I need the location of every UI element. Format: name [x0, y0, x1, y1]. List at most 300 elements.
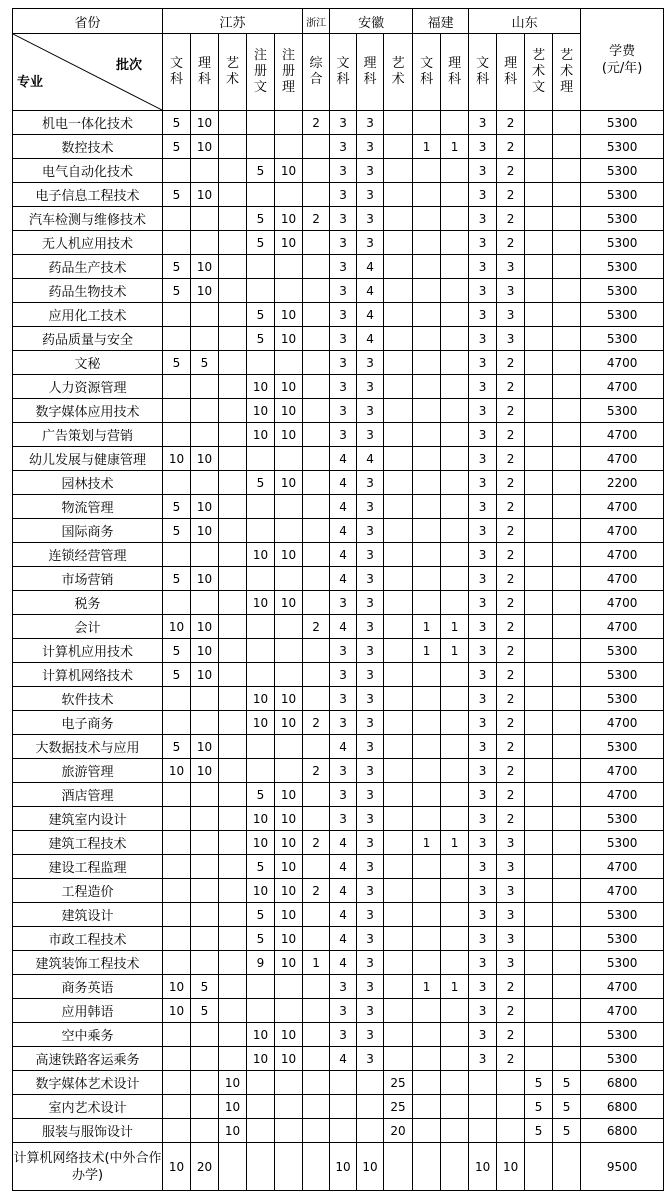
table-row	[13, 1023, 664, 1047]
quota-cell	[219, 423, 247, 447]
quota-cell: 5	[247, 927, 275, 951]
quota-cell: 3	[357, 183, 384, 207]
quota-cell	[553, 135, 581, 159]
quota-cell: 3	[469, 471, 497, 495]
quota-cell: 4	[330, 903, 357, 927]
major-name: 工程造价	[13, 879, 163, 903]
tuition-cell: 6800	[581, 1095, 664, 1119]
quota-cell: 3	[469, 495, 497, 519]
quota-cell	[219, 495, 247, 519]
quota-cell	[525, 807, 553, 831]
quota-cell: 10	[247, 807, 275, 831]
tuition-cell: 5300	[581, 255, 664, 279]
quota-cell	[413, 759, 441, 783]
major-name: 国际商务	[13, 519, 163, 543]
quota-cell: 10	[191, 255, 219, 279]
quota-cell	[413, 687, 441, 711]
quota-cell: 3	[469, 447, 497, 471]
table-row	[13, 879, 664, 903]
major-name: 机电一体化技术	[13, 111, 163, 135]
batch-col-12: 理 科	[497, 34, 525, 111]
tuition-cell: 4700	[581, 543, 664, 567]
quota-cell	[191, 687, 219, 711]
quota-cell	[525, 687, 553, 711]
quota-cell	[303, 159, 330, 183]
quota-cell: 3	[357, 519, 384, 543]
quota-cell	[553, 447, 581, 471]
tuition-cell: 5300	[581, 303, 664, 327]
quota-cell	[413, 951, 441, 975]
quota-cell	[275, 567, 303, 591]
quota-cell	[525, 783, 553, 807]
quota-cell	[303, 375, 330, 399]
tuition-cell: 5300	[581, 831, 664, 855]
table-row	[13, 1071, 664, 1095]
quota-cell: 3	[357, 351, 384, 375]
quota-cell	[525, 327, 553, 351]
quota-cell	[553, 567, 581, 591]
tuition-cell: 4700	[581, 495, 664, 519]
quota-cell	[330, 1095, 357, 1119]
batch-col-4: 注 册 理	[275, 34, 303, 111]
quota-cell	[275, 1095, 303, 1119]
quota-cell	[275, 519, 303, 543]
quota-cell	[384, 975, 413, 999]
quota-cell: 10	[191, 279, 219, 303]
quota-cell	[275, 255, 303, 279]
quota-cell: 2	[497, 1047, 525, 1071]
quota-cell: 3	[357, 759, 384, 783]
quota-cell	[553, 951, 581, 975]
quota-cell: 4	[330, 519, 357, 543]
quota-cell	[191, 1023, 219, 1047]
quota-cell	[441, 303, 469, 327]
quota-cell	[384, 807, 413, 831]
tuition-cell: 9500	[581, 1143, 664, 1191]
quota-cell	[163, 159, 191, 183]
quota-cell: 5	[163, 111, 191, 135]
quota-cell: 10	[275, 375, 303, 399]
table-row	[13, 399, 664, 423]
batch-col-13: 艺 术 文	[525, 34, 553, 111]
quota-cell: 10	[275, 423, 303, 447]
quota-cell: 3	[469, 519, 497, 543]
quota-cell: 3	[357, 903, 384, 927]
quota-cell	[384, 447, 413, 471]
quota-cell	[525, 303, 553, 327]
quota-cell: 3	[330, 1023, 357, 1047]
quota-cell: 2	[497, 543, 525, 567]
quota-cell	[219, 687, 247, 711]
quota-cell: 5	[163, 135, 191, 159]
quota-cell: 3	[357, 543, 384, 567]
quota-cell: 3	[469, 327, 497, 351]
tuition-cell: 5300	[581, 159, 664, 183]
tuition-cell: 4700	[581, 783, 664, 807]
quota-cell	[441, 1023, 469, 1047]
quota-cell: 2	[497, 207, 525, 231]
quota-cell	[247, 759, 275, 783]
quota-cell	[384, 351, 413, 375]
quota-cell: 3	[330, 351, 357, 375]
quota-cell	[219, 1143, 247, 1191]
quota-cell	[497, 1071, 525, 1095]
quota-cell	[384, 519, 413, 543]
quota-cell	[384, 759, 413, 783]
tuition-cell: 5300	[581, 951, 664, 975]
quota-cell	[303, 807, 330, 831]
batch-col-1: 理 科	[191, 34, 219, 111]
quota-cell: 3	[497, 903, 525, 927]
quota-cell	[275, 447, 303, 471]
quota-cell	[413, 111, 441, 135]
major-name: 建筑设计	[13, 903, 163, 927]
quota-cell: 5	[163, 735, 191, 759]
table-row	[13, 951, 664, 975]
table-row	[13, 855, 664, 879]
quota-cell	[219, 207, 247, 231]
quota-cell	[413, 1095, 441, 1119]
quota-cell: 10	[275, 591, 303, 615]
quota-cell	[219, 519, 247, 543]
quota-cell: 3	[357, 1023, 384, 1047]
quota-cell: 10	[469, 1143, 497, 1191]
tuition-cell: 4700	[581, 855, 664, 879]
quota-cell	[384, 279, 413, 303]
tuition-cell: 5300	[581, 207, 664, 231]
quota-cell	[441, 543, 469, 567]
quota-cell	[303, 567, 330, 591]
quota-cell	[441, 1095, 469, 1119]
quota-cell: 1	[441, 135, 469, 159]
quota-cell: 10	[191, 519, 219, 543]
quota-cell	[384, 591, 413, 615]
quota-cell	[191, 1119, 219, 1143]
table-row	[13, 999, 664, 1023]
major-name: 人力资源管理	[13, 375, 163, 399]
quota-cell: 10	[275, 783, 303, 807]
quota-cell: 4	[330, 615, 357, 639]
quota-cell	[553, 1047, 581, 1071]
quota-cell: 2	[303, 831, 330, 855]
quota-cell	[384, 375, 413, 399]
tuition-cell: 5300	[581, 183, 664, 207]
quota-cell: 2	[303, 711, 330, 735]
quota-cell	[163, 951, 191, 975]
quota-cell	[275, 615, 303, 639]
quota-cell	[191, 903, 219, 927]
quota-cell	[413, 1023, 441, 1047]
quota-cell: 3	[357, 951, 384, 975]
quota-cell	[247, 567, 275, 591]
quota-cell	[441, 495, 469, 519]
quota-cell	[303, 495, 330, 519]
tuition-cell: 4700	[581, 423, 664, 447]
quota-cell	[525, 399, 553, 423]
quota-cell	[525, 231, 553, 255]
tuition-cell: 5300	[581, 399, 664, 423]
quota-cell: 3	[469, 951, 497, 975]
quota-cell: 3	[330, 135, 357, 159]
quota-cell: 10	[163, 1143, 191, 1191]
table-row	[13, 639, 664, 663]
table-row	[13, 903, 664, 927]
quota-cell: 10	[247, 1047, 275, 1071]
quota-cell	[553, 735, 581, 759]
quota-cell	[163, 303, 191, 327]
quota-cell: 10	[191, 639, 219, 663]
quota-cell	[525, 1047, 553, 1071]
quota-cell	[525, 183, 553, 207]
quota-cell	[191, 543, 219, 567]
quota-cell	[441, 447, 469, 471]
quota-cell: 3	[469, 975, 497, 999]
tuition-cell: 5300	[581, 135, 664, 159]
quota-cell	[413, 543, 441, 567]
quota-cell: 10	[247, 375, 275, 399]
quota-cell	[413, 471, 441, 495]
quota-cell: 5	[191, 975, 219, 999]
major-name: 药品生产技术	[13, 255, 163, 279]
quota-cell	[384, 207, 413, 231]
quota-cell	[163, 1071, 191, 1095]
major-name: 园林技术	[13, 471, 163, 495]
major-name: 酒店管理	[13, 783, 163, 807]
quota-cell	[441, 423, 469, 447]
quota-cell	[247, 519, 275, 543]
quota-cell	[441, 1071, 469, 1095]
quota-cell	[553, 255, 581, 279]
quota-cell	[163, 399, 191, 423]
quota-cell	[525, 135, 553, 159]
quota-cell: 2	[497, 495, 525, 519]
quota-cell	[219, 399, 247, 423]
quota-cell	[247, 999, 275, 1023]
quota-cell	[441, 255, 469, 279]
batch-col-9: 文 科	[413, 34, 441, 111]
quota-cell	[384, 327, 413, 351]
quota-cell: 10	[191, 447, 219, 471]
quota-cell	[191, 327, 219, 351]
tuition-cell: 4700	[581, 711, 664, 735]
quota-cell	[163, 471, 191, 495]
quota-cell	[384, 879, 413, 903]
table-row	[13, 159, 664, 183]
quota-cell	[191, 711, 219, 735]
major-name: 大数据技术与应用	[13, 735, 163, 759]
table-row	[13, 327, 664, 351]
quota-cell	[275, 759, 303, 783]
quota-cell	[384, 735, 413, 759]
quota-cell	[553, 231, 581, 255]
province-jiangsu: 江苏	[163, 9, 303, 34]
major-name: 电子信息工程技术	[13, 183, 163, 207]
quota-cell: 3	[469, 567, 497, 591]
quota-cell: 2	[497, 759, 525, 783]
table-row	[13, 711, 664, 735]
quota-cell: 3	[497, 951, 525, 975]
quota-cell: 10	[275, 711, 303, 735]
quota-cell	[525, 255, 553, 279]
quota-cell	[441, 375, 469, 399]
quota-cell	[441, 567, 469, 591]
quota-cell: 2	[497, 591, 525, 615]
quota-cell: 2	[303, 615, 330, 639]
tuition-cell: 4700	[581, 975, 664, 999]
quota-cell: 2	[303, 207, 330, 231]
tuition-cell: 6800	[581, 1119, 664, 1143]
quota-cell: 10	[247, 591, 275, 615]
quota-cell	[525, 879, 553, 903]
table-row	[13, 231, 664, 255]
quota-cell	[191, 783, 219, 807]
quota-cell: 3	[330, 231, 357, 255]
quota-cell: 5	[163, 351, 191, 375]
major-name: 无人机应用技术	[13, 231, 163, 255]
quota-cell	[441, 807, 469, 831]
quota-cell: 3	[330, 375, 357, 399]
quota-cell	[303, 303, 330, 327]
quota-cell: 3	[357, 207, 384, 231]
quota-cell	[553, 519, 581, 543]
quota-cell: 5	[525, 1071, 553, 1095]
quota-cell	[219, 159, 247, 183]
quota-cell	[191, 375, 219, 399]
quota-cell	[247, 1143, 275, 1191]
quota-cell: 5	[247, 783, 275, 807]
quota-cell: 3	[469, 375, 497, 399]
quota-cell: 3	[357, 663, 384, 687]
quota-cell: 3	[357, 879, 384, 903]
quota-cell: 3	[497, 855, 525, 879]
quota-cell	[303, 423, 330, 447]
quota-cell: 2	[497, 471, 525, 495]
quota-cell: 3	[357, 591, 384, 615]
quota-cell	[384, 159, 413, 183]
quota-cell: 10	[163, 999, 191, 1023]
quota-cell: 3	[469, 927, 497, 951]
tuition-cell: 5300	[581, 903, 664, 927]
table-row	[13, 519, 664, 543]
quota-cell: 3	[330, 975, 357, 999]
quota-cell: 3	[357, 471, 384, 495]
quota-cell	[441, 927, 469, 951]
quota-cell	[247, 111, 275, 135]
quota-cell	[413, 303, 441, 327]
quota-cell	[303, 783, 330, 807]
quota-cell	[525, 831, 553, 855]
quota-cell	[384, 711, 413, 735]
quota-cell	[219, 255, 247, 279]
quota-cell	[303, 1047, 330, 1071]
quota-cell	[191, 807, 219, 831]
quota-cell	[163, 711, 191, 735]
tuition-cell: 4700	[581, 615, 664, 639]
quota-cell	[303, 279, 330, 303]
quota-cell	[163, 807, 191, 831]
quota-cell: 3	[497, 279, 525, 303]
quota-cell: 20	[384, 1119, 413, 1143]
quota-cell	[525, 279, 553, 303]
quota-cell	[303, 543, 330, 567]
quota-cell	[303, 1023, 330, 1047]
quota-cell	[275, 663, 303, 687]
quota-cell	[413, 927, 441, 951]
quota-cell	[303, 231, 330, 255]
quota-cell	[163, 1119, 191, 1143]
quota-cell	[303, 927, 330, 951]
quota-cell: 5	[191, 351, 219, 375]
quota-cell: 10	[191, 615, 219, 639]
quota-cell	[525, 735, 553, 759]
quota-cell	[497, 1119, 525, 1143]
quota-cell	[247, 183, 275, 207]
quota-cell	[553, 663, 581, 687]
quota-cell: 3	[357, 159, 384, 183]
quota-cell	[441, 903, 469, 927]
table-row	[13, 663, 664, 687]
quota-cell	[525, 543, 553, 567]
quota-cell: 2	[497, 639, 525, 663]
quota-cell: 2	[497, 447, 525, 471]
quota-cell	[413, 375, 441, 399]
quota-cell: 10	[163, 447, 191, 471]
quota-cell	[525, 975, 553, 999]
major-name: 物流管理	[13, 495, 163, 519]
quota-cell: 5	[247, 303, 275, 327]
quota-cell: 10	[275, 231, 303, 255]
quota-cell	[553, 615, 581, 639]
quota-cell	[191, 159, 219, 183]
quota-cell	[219, 471, 247, 495]
quota-cell	[384, 495, 413, 519]
quota-cell	[525, 375, 553, 399]
quota-cell: 1	[413, 975, 441, 999]
quota-cell: 5	[247, 207, 275, 231]
quota-cell	[525, 1023, 553, 1047]
quota-cell	[303, 399, 330, 423]
quota-cell: 5	[247, 231, 275, 255]
quota-cell: 4	[357, 303, 384, 327]
quota-cell	[553, 927, 581, 951]
quota-cell	[525, 639, 553, 663]
quota-cell	[553, 1143, 581, 1191]
quota-cell	[384, 783, 413, 807]
quota-cell	[441, 471, 469, 495]
quota-cell: 3	[469, 807, 497, 831]
table-row	[13, 1047, 664, 1071]
major-name: 市政工程技术	[13, 927, 163, 951]
quota-cell: 10	[163, 975, 191, 999]
quota-cell: 3	[357, 567, 384, 591]
enrollment-plan-table	[12, 8, 664, 1191]
quota-cell	[330, 1071, 357, 1095]
major-name: 电子商务	[13, 711, 163, 735]
table-row	[13, 783, 664, 807]
quota-cell: 5	[163, 567, 191, 591]
quota-cell: 10	[191, 567, 219, 591]
quota-cell	[441, 687, 469, 711]
quota-cell: 5	[247, 159, 275, 183]
quota-cell	[413, 279, 441, 303]
table-row	[13, 183, 664, 207]
quota-cell	[413, 879, 441, 903]
quota-cell	[219, 879, 247, 903]
quota-cell	[553, 903, 581, 927]
quota-cell: 4	[330, 471, 357, 495]
quota-cell: 3	[469, 351, 497, 375]
table-row	[13, 543, 664, 567]
